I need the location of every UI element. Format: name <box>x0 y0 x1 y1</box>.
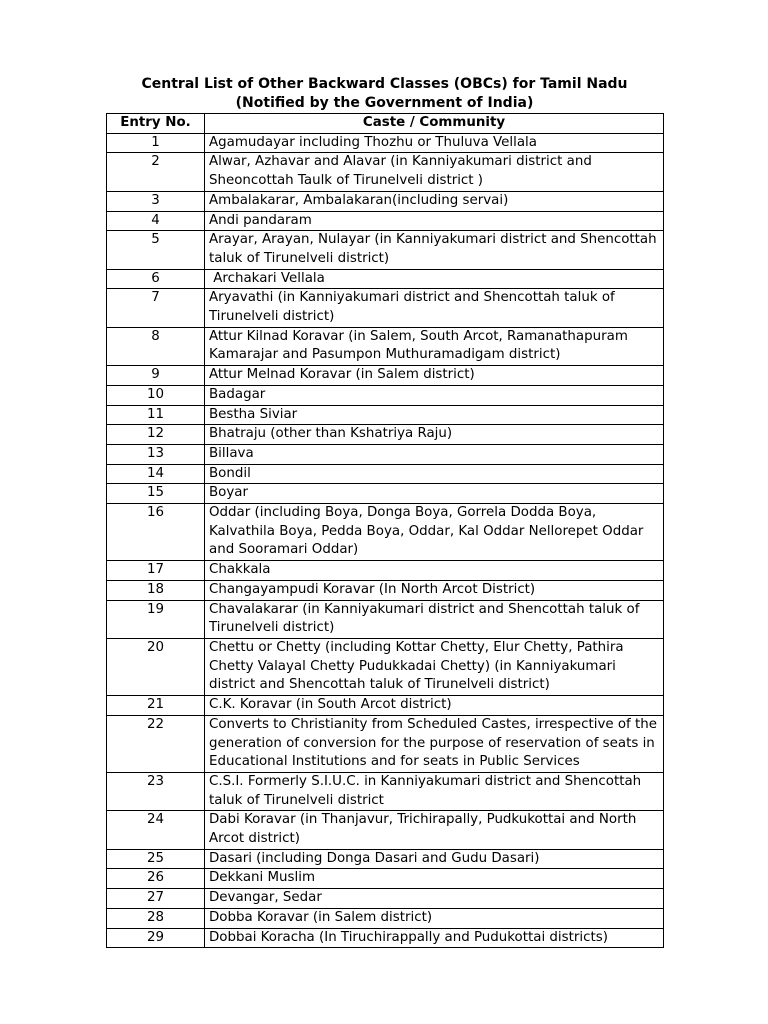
entry-number-cell: 3 <box>107 191 205 211</box>
table-row <box>107 385 664 405</box>
entry-number-cell: 23 <box>107 772 205 810</box>
table-row <box>107 444 664 464</box>
caste-community-cell: Agamudayar including Thozhu or Thuluva Vellala <box>205 133 664 153</box>
table-row <box>107 869 664 889</box>
caste-community-cell: Attur Kilnad Koravar (in Salem, South Arcot, Ramanathapuram Kamarajar and Pasumpon Muthuramadigam district) <box>205 327 664 365</box>
entry-number-cell: 6 <box>107 269 205 289</box>
entry-number-cell: 2 <box>107 153 205 191</box>
table-row <box>107 889 664 909</box>
caste-community-header: Caste / Community <box>205 114 664 134</box>
table-row <box>107 504 664 561</box>
entry-number-cell: 7 <box>107 289 205 327</box>
entry-number-cell: 25 <box>107 849 205 869</box>
table-row <box>107 484 664 504</box>
table-row <box>107 289 664 327</box>
caste-community-cell: Bhatraju (other than Kshatriya Raju) <box>205 425 664 445</box>
table-row <box>107 425 664 445</box>
caste-community-cell: Chavalakarar (in Kanniyakumari district and Shencottah taluk of Tirunelveli district) <box>205 600 664 638</box>
entry-number-cell: 19 <box>107 600 205 638</box>
table-row <box>107 133 664 153</box>
table-row <box>107 772 664 810</box>
document-subtitle: (Notified by the Government of India) <box>235 95 534 111</box>
caste-community-cell: Dekkani Muslim <box>205 869 664 889</box>
entry-number-cell: 9 <box>107 366 205 386</box>
caste-community-cell: Billava <box>205 444 664 464</box>
entry-number-cell: 28 <box>107 908 205 928</box>
caste-community-cell: Dasari (including Donga Dasari and Gudu Dasari) <box>205 849 664 869</box>
table-header-row <box>107 114 664 134</box>
caste-community-cell: Aryavathi (in Kanniyakumari district and Shencottah taluk of Tirunelveli district) <box>205 289 664 327</box>
entry-number-cell: 26 <box>107 869 205 889</box>
table-row <box>107 191 664 211</box>
caste-community-cell: Ambalakarar, Ambalakaran(including servai) <box>205 191 664 211</box>
caste-community-cell: Badagar <box>205 385 664 405</box>
entry-number-cell: 18 <box>107 580 205 600</box>
entry-number-cell: 5 <box>107 231 205 269</box>
caste-community-cell: C.K. Koravar (in South Arcot district) <box>205 696 664 716</box>
caste-community-cell: Oddar (including Boya, Donga Boya, Gorrela Dodda Boya, Kalvathila Boya, Pedda Boya, Oddar, Kal Oddar Nellorepet Oddar and Sooramari Oddar) <box>205 504 664 561</box>
entry-number-cell: 1 <box>107 133 205 153</box>
table-body <box>107 133 664 948</box>
table-row <box>107 928 664 948</box>
caste-community-cell: Chakkala <box>205 561 664 581</box>
entry-number-cell: 20 <box>107 638 205 695</box>
table-row <box>107 405 664 425</box>
entry-number-cell: 17 <box>107 561 205 581</box>
table-row <box>107 153 664 191</box>
entry-number-cell: 13 <box>107 444 205 464</box>
caste-community-cell: Dobbai Koracha (In Tiruchirappally and Pudukottai districts) <box>205 928 664 948</box>
table-row <box>107 908 664 928</box>
obc-table <box>106 113 664 948</box>
caste-community-cell: Bondil <box>205 464 664 484</box>
entry-number-cell: 22 <box>107 715 205 772</box>
entry-number-cell: 24 <box>107 811 205 849</box>
table-row <box>107 327 664 365</box>
entry-number-cell: 11 <box>107 405 205 425</box>
table-row <box>107 715 664 772</box>
table-row <box>107 366 664 386</box>
entry-number-cell: 14 <box>107 464 205 484</box>
caste-community-cell: Chettu or Chetty (including Kottar Chetty, Elur Chetty, Pathira Chetty Valayal Chetty Pudukkadai Chetty) (in Kanniyakumari district and Shencottah taluk of Tirunelveli district) <box>205 638 664 695</box>
caste-community-cell: Andi pandaram <box>205 211 664 231</box>
entry-number-cell: 10 <box>107 385 205 405</box>
entry-number-cell: 4 <box>107 211 205 231</box>
entry-number-cell: 29 <box>107 928 205 948</box>
caste-community-cell: Bestha Siviar <box>205 405 664 425</box>
table-row <box>107 600 664 638</box>
caste-community-cell: Dobba Koravar (in Salem district) <box>205 908 664 928</box>
table-row <box>107 696 664 716</box>
caste-community-cell: Alwar, Azhavar and Alavar (in Kanniyakumari district and Sheoncottah Taulk of Tirunelveli district ) <box>205 153 664 191</box>
entry-number-cell: 27 <box>107 889 205 909</box>
caste-community-cell: Boyar <box>205 484 664 504</box>
table-row <box>107 269 664 289</box>
table-row <box>107 231 664 269</box>
caste-community-cell: Arayar, Arayan, Nulayar (in Kanniyakumari district and Shencottah taluk of Tirunelveli district) <box>205 231 664 269</box>
table-row <box>107 580 664 600</box>
entry-number-cell: 15 <box>107 484 205 504</box>
table-row <box>107 561 664 581</box>
table-row <box>107 811 664 849</box>
entry-number-cell: 12 <box>107 425 205 445</box>
table-row <box>107 638 664 695</box>
entry-number-cell: 16 <box>107 504 205 561</box>
document-title: Central List of Other Backward Classes (OBCs) for Tamil Nadu <box>141 76 628 92</box>
entry-no-header: Entry No. <box>107 114 205 134</box>
caste-community-cell: Changayampudi Koravar (In North Arcot District) <box>205 580 664 600</box>
caste-community-cell: C.S.I. Formerly S.I.U.C. in Kanniyakumari district and Shencottah taluk of Tirunelveli district <box>205 772 664 810</box>
entry-number-cell: 8 <box>107 327 205 365</box>
caste-community-cell: Archakari Vellala <box>205 269 664 289</box>
caste-community-cell: Dabi Koravar (in Thanjavur, Trichirapally, Pudkukottai and North Arcot district) <box>205 811 664 849</box>
caste-community-cell: Devangar, Sedar <box>205 889 664 909</box>
table-row <box>107 211 664 231</box>
table-row <box>107 464 664 484</box>
entry-number-cell: 21 <box>107 696 205 716</box>
caste-community-cell: Attur Melnad Koravar (in Salem district) <box>205 366 664 386</box>
caste-community-cell: Converts to Christianity from Scheduled Castes, irrespective of the generation of conversion for the purpose of reservation of seats in Educational Institutions and for seats in Public Services <box>205 715 664 772</box>
table-row <box>107 849 664 869</box>
